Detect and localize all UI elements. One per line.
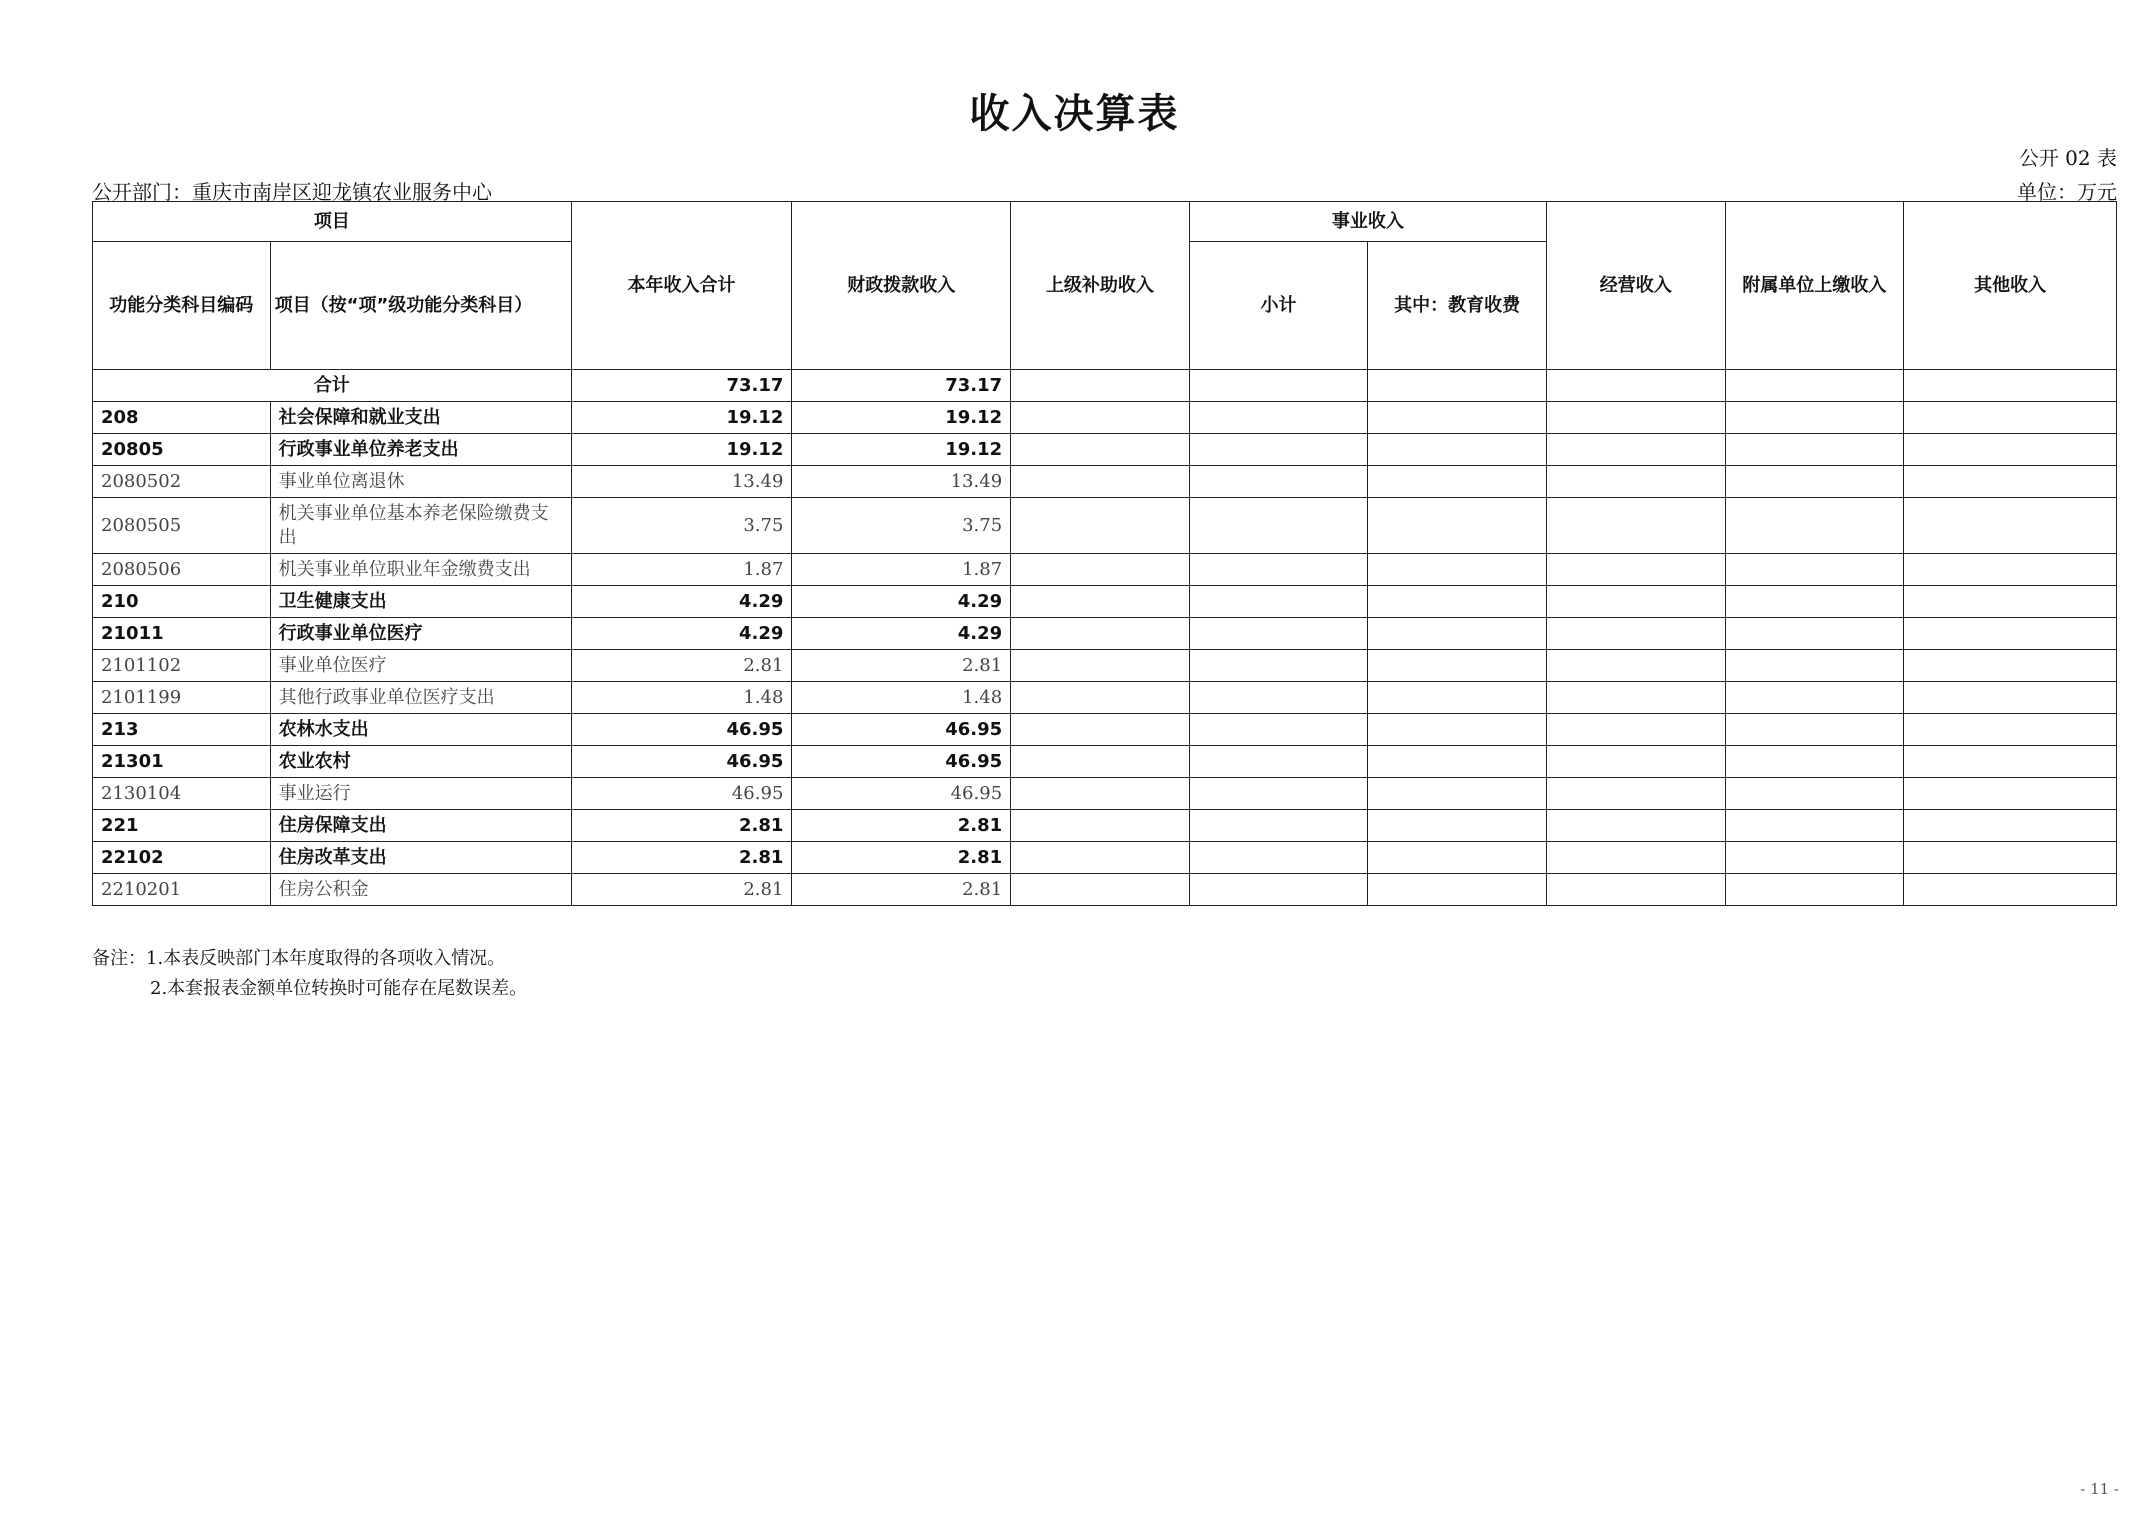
- header-item: 项目（按“项”级功能分类科目）: [270, 242, 571, 370]
- total-row: [93, 370, 2117, 402]
- department-label: 公开部门：重庆市南岸区迎龙镇农业服务中心: [92, 180, 492, 204]
- table-row: [93, 586, 2117, 618]
- row-name: 其他行政事业单位医疗支出: [270, 682, 571, 714]
- row-name: 住房保障支出: [270, 810, 571, 842]
- row-name: 住房改革支出: [270, 842, 571, 874]
- page-number: - 11 -: [2080, 1480, 2119, 1498]
- table-row: [93, 778, 2117, 810]
- row-total-income: 19.12: [571, 434, 792, 466]
- row-name: 农林水支出: [270, 714, 571, 746]
- row-code: 21301: [93, 746, 271, 778]
- row-code: 221: [93, 810, 271, 842]
- row-fiscal: 4.29: [792, 618, 1011, 650]
- note-line-1: 备注：1.本表反映部门本年度取得的各项收入情况。: [92, 948, 506, 969]
- row-fiscal: 19.12: [792, 402, 1011, 434]
- header-education: 其中：教育收费: [1368, 242, 1547, 370]
- row-total-income: 3.75: [571, 498, 792, 554]
- row-total-income: 2.81: [571, 810, 792, 842]
- table-row: [93, 650, 2117, 682]
- row-name: 行政事业单位养老支出: [270, 434, 571, 466]
- total-label: 合计: [93, 370, 572, 402]
- income-table: [92, 201, 2117, 906]
- form-number: 公开 02 表: [2018, 146, 2117, 170]
- table-row: [93, 682, 2117, 714]
- header-code: 功能分类科目编码: [93, 242, 271, 370]
- note-line-2: 2.本套报表金额单位转换时可能存在尾数误差。: [150, 978, 528, 999]
- row-fiscal: 2.81: [792, 810, 1011, 842]
- row-fiscal: 19.12: [792, 434, 1011, 466]
- row-total-income: 46.95: [571, 714, 792, 746]
- row-total-income: 1.48: [571, 682, 792, 714]
- row-total-income: 2.81: [571, 650, 792, 682]
- row-name: 住房公积金: [270, 874, 571, 906]
- header-project: 项目: [93, 202, 572, 242]
- table-row: [93, 434, 2117, 466]
- table-row: [93, 466, 2117, 498]
- page-title: 收入决算表: [969, 91, 1180, 137]
- row-total-income: 46.95: [571, 746, 792, 778]
- row-code: 2101199: [93, 682, 271, 714]
- header-total-income: 本年收入合计: [571, 202, 792, 370]
- row-name: 机关事业单位职业年金缴费支出: [270, 554, 571, 586]
- row-code: 2130104: [93, 778, 271, 810]
- total-fiscal-value: 73.17: [792, 370, 1011, 402]
- total-income-value: 73.17: [571, 370, 792, 402]
- row-total-income: 4.29: [571, 586, 792, 618]
- row-name: 农业农村: [270, 746, 571, 778]
- header-fiscal: 财政拨款收入: [792, 202, 1011, 370]
- row-fiscal: 2.81: [792, 842, 1011, 874]
- table-row: [93, 746, 2117, 778]
- table-row: [93, 714, 2117, 746]
- row-code: 2080506: [93, 554, 271, 586]
- row-name: 社会保障和就业支出: [270, 402, 571, 434]
- row-total-income: 19.12: [571, 402, 792, 434]
- row-total-income: 2.81: [571, 874, 792, 906]
- row-name: 事业单位医疗: [270, 650, 571, 682]
- header-affiliated: 附属单位上缴收入: [1725, 202, 1904, 370]
- row-name: 行政事业单位医疗: [270, 618, 571, 650]
- row-fiscal: 2.81: [792, 650, 1011, 682]
- row-name: 事业运行: [270, 778, 571, 810]
- row-fiscal: 46.95: [792, 746, 1011, 778]
- row-code: 2210201: [93, 874, 271, 906]
- row-code: 22102: [93, 842, 271, 874]
- row-name: 机关事业单位基本养老保险缴费支出: [270, 498, 571, 554]
- row-total-income: 1.87: [571, 554, 792, 586]
- table-row: [93, 874, 2117, 906]
- row-fiscal: 1.48: [792, 682, 1011, 714]
- row-fiscal: 2.81: [792, 874, 1011, 906]
- header-subtotal: 小计: [1189, 242, 1368, 370]
- header-superior: 上级补助收入: [1011, 202, 1190, 370]
- row-code: 208: [93, 402, 271, 434]
- header-other: 其他收入: [1904, 202, 2117, 370]
- table-row: [93, 618, 2117, 650]
- table-row: [93, 810, 2117, 842]
- row-fiscal: 4.29: [792, 586, 1011, 618]
- table-row: [93, 498, 2117, 554]
- row-fiscal: 13.49: [792, 466, 1011, 498]
- unit-label: 单位：万元: [2017, 180, 2117, 204]
- row-total-income: 4.29: [571, 618, 792, 650]
- row-name: 卫生健康支出: [270, 586, 571, 618]
- row-fiscal: 46.95: [792, 714, 1011, 746]
- row-code: 21011: [93, 618, 271, 650]
- header-operating: 经营收入: [1546, 202, 1725, 370]
- row-fiscal: 46.95: [792, 778, 1011, 810]
- row-fiscal: 3.75: [792, 498, 1011, 554]
- table-row: [93, 402, 2117, 434]
- row-name: 事业单位离退休: [270, 466, 571, 498]
- row-total-income: 2.81: [571, 842, 792, 874]
- row-code: 20805: [93, 434, 271, 466]
- row-code: 2101102: [93, 650, 271, 682]
- row-code: 2080505: [93, 498, 271, 554]
- row-total-income: 13.49: [571, 466, 792, 498]
- row-total-income: 46.95: [571, 778, 792, 810]
- row-fiscal: 1.87: [792, 554, 1011, 586]
- header-business-income: 事业收入: [1189, 202, 1546, 242]
- row-code: 210: [93, 586, 271, 618]
- table-row: [93, 842, 2117, 874]
- table-row: [93, 554, 2117, 586]
- row-code: 213: [93, 714, 271, 746]
- row-code: 2080502: [93, 466, 271, 498]
